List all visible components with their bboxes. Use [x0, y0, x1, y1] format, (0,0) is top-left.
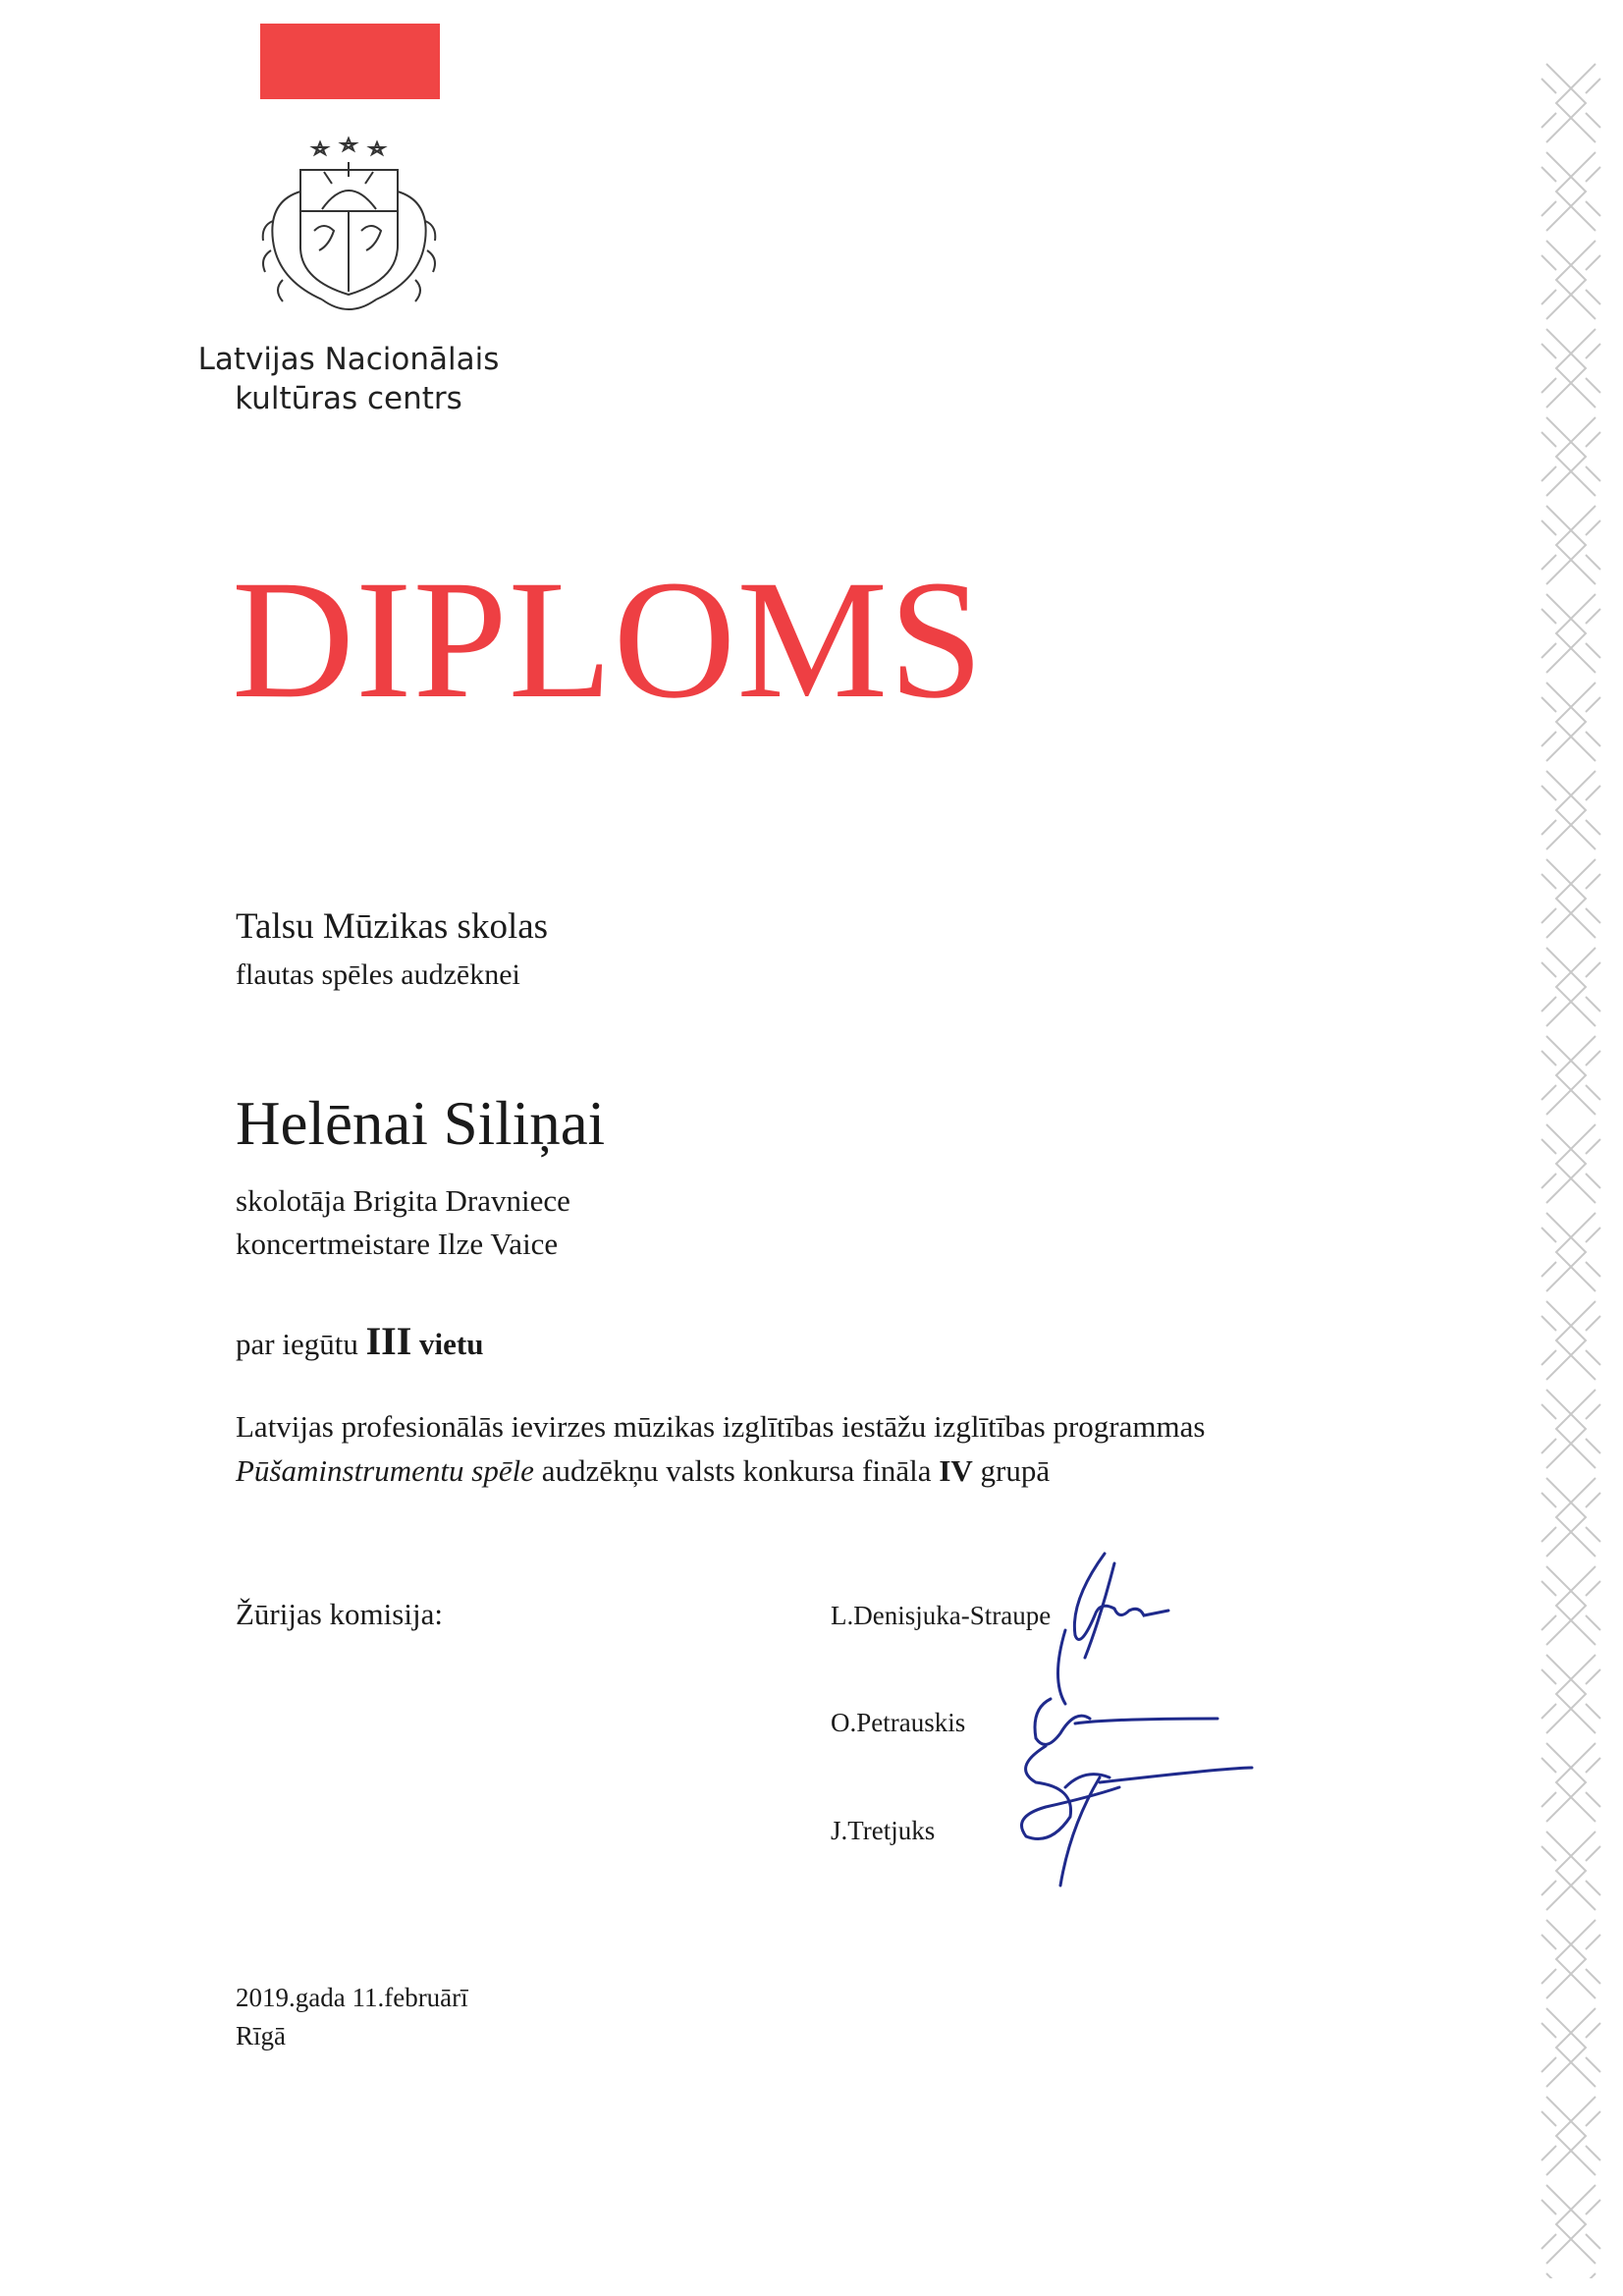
issuer-line-2: kultūras centrs [235, 381, 462, 416]
description-line-2 [236, 1451, 1050, 1491]
description-group: IV [939, 1453, 973, 1488]
issuer-line-1: Latvijas Nacionālais [197, 342, 500, 377]
red-accent-block [260, 24, 440, 99]
issuer-name [187, 340, 511, 418]
border-ornament [1537, 59, 1605, 2278]
jury-label: Žūrijas komisija: [236, 1597, 443, 1631]
award-suffix: vietu [419, 1327, 484, 1361]
jury-member-3: J.Tretjuks [831, 1816, 936, 1845]
accompanist-line: koncertmeistare Ilze Vaice [236, 1227, 559, 1261]
description-italic: Pūšaminstrumentu spēle [236, 1453, 534, 1488]
school-name: Talsu Mūzikas skolas [236, 906, 549, 947]
description-line-1: Latvijas profesionālās ievirzes mūzikas izglītības iestāžu izglītības programmas [236, 1409, 1206, 1444]
jury-signatures [952, 1542, 1325, 1915]
description-end: grupā [980, 1453, 1051, 1488]
teacher-line: skolotāja Brigita Dravniece [236, 1183, 570, 1218]
award-place: III [365, 1319, 412, 1363]
diploma-title: DIPLOMS [232, 546, 985, 734]
issue-date: 2019.gada 11.februārī [236, 1983, 468, 2012]
description-middle: audzēkņu valsts konkursa fināla [541, 1453, 932, 1488]
recipient-name: Helēnai Siliņai [236, 1089, 606, 1158]
jury-member-1: L.Denisjuka-Straupe [831, 1601, 1052, 1630]
program-line: flautas spēles audzēknei [236, 958, 520, 991]
award-line [236, 1320, 483, 1366]
jury-member-2: O.Petrauskis [831, 1708, 966, 1737]
award-prefix: par iegūtu [236, 1327, 358, 1361]
issue-city: Rīgā [236, 2021, 286, 2050]
coat-of-arms-emblem [253, 133, 445, 329]
